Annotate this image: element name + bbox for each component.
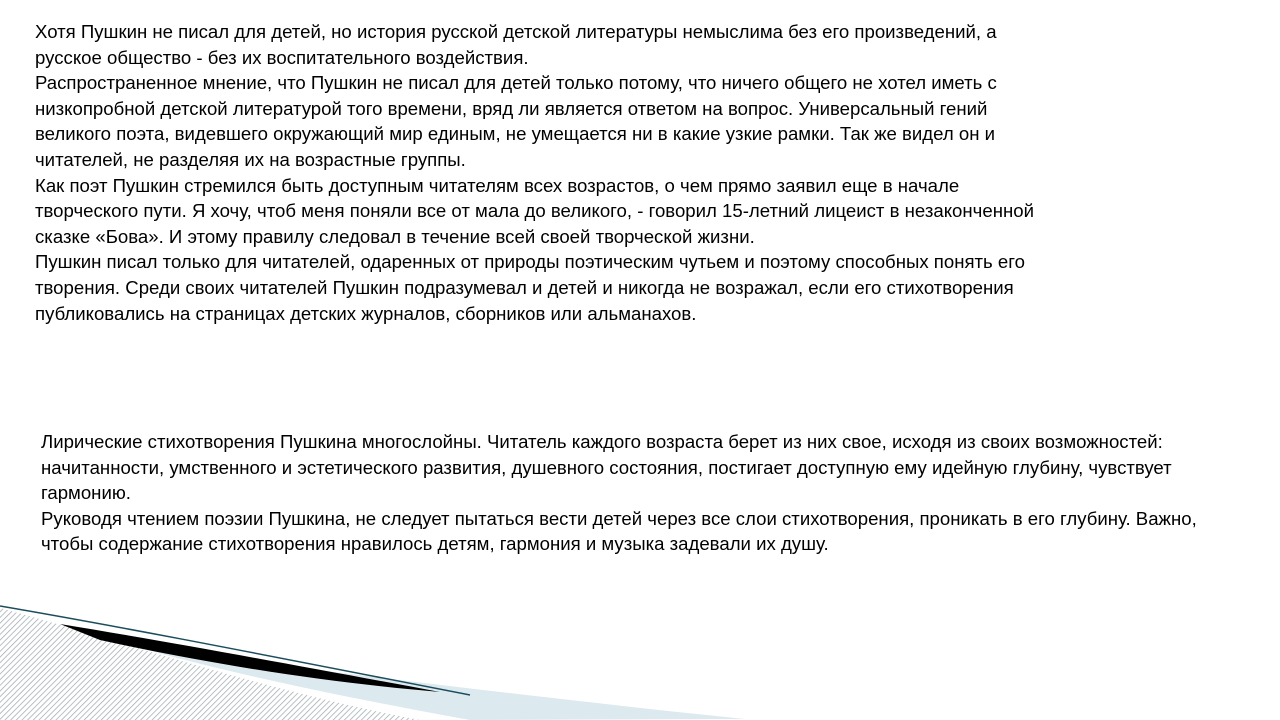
text-block-lower bbox=[41, 429, 1241, 557]
paragraph: Как поэт Пушкин стремился быть доступным читателям всех возрастов, о чем прямо заявил еще в начале творческого пути. Я хочу, чтоб меня поняли все от мала до великого, - говорил 15-летний лицеист в незаконченной сказке «Бова». И этому правилу следовал в течение всей своей творческой жизни. bbox=[35, 174, 1034, 247]
paragraph: Распространенное мнение, что Пушкин не писал для детей только потому, что ничего общего не хотел иметь с низкопробной детской литературой того времени, вряд ли является ответом на вопрос. Универсальный гений великого поэта, видевшего окружающий мир единым, не умещается ни в какие узкие рамки. Так же видел он и читателей, не разделяя их на возрастные группы. bbox=[35, 72, 997, 170]
paragraph: Руководя чтением поэзии Пушкина, не следует пытаться вести детей через все слои стихотворения, проникать в его глубину. Важно, чтобы содержание стихотворения нравилось детям, гармония и музыка задевали их душу. bbox=[41, 507, 1197, 555]
paragraph: Хотя Пушкин не писал для детей, но история русской детской литературы немыслима без его произведений, а русское общество - без их воспитательного воздействия. bbox=[35, 21, 997, 68]
text-block-upper bbox=[35, 19, 1035, 326]
paragraph: Пушкин писал только для читателей, одаренных от природы поэтическим чутьем и поэтому способных понять его творения. Среди своих читателей Пушкин подразумевал и детей и никогда не возражал, если его стихотворения публиковались на страницах детских журналов, сборников или альманахов. bbox=[35, 251, 1025, 324]
paragraph: Лирические стихотворения Пушкина многослойны. Читатель каждого возраста берет из них свое, исходя из своих возможностей: начитанности, умственного и эстетического развития, душевного состояния, постигает доступную ему идейную глубину, чувствует гармонию. bbox=[41, 431, 1172, 504]
decorative-swoosh bbox=[0, 600, 760, 720]
